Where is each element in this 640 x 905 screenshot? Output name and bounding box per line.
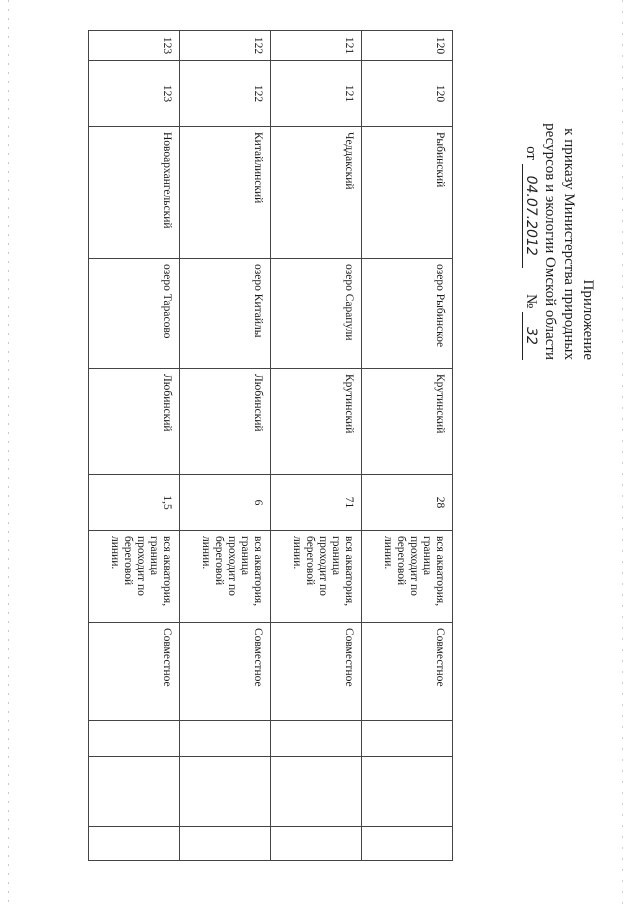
water-body-cell: озеро Рыбинское	[362, 259, 453, 369]
settlement-cell: Любинский	[180, 369, 271, 475]
appendix-date-number-line	[521, 30, 540, 360]
empty-cell	[362, 827, 453, 861]
scan-edge-right	[622, 0, 623, 905]
row-number-cell: 123	[89, 31, 180, 61]
empty-cell	[271, 827, 362, 861]
appendix-order-line: к приказу Министерства природных	[561, 128, 577, 360]
boundary-cell: вся акватория, граница проходит по береговой линии.	[89, 531, 180, 623]
row-number-cell: 120	[362, 31, 453, 61]
appendix-title: Приложение	[580, 279, 596, 360]
row-number-cell: 121	[271, 31, 362, 61]
empty-cell	[89, 757, 180, 827]
handwritten-date: 04.07.2012	[522, 164, 538, 268]
row-id-cell: 123	[89, 61, 180, 127]
area-cell: 1,5	[89, 475, 180, 531]
water-body-cell: озеро Китайлы	[180, 259, 271, 369]
settlement-cell: Крутинский	[362, 369, 453, 475]
use-type-cell: Совместное	[89, 623, 180, 721]
handwritten-number: 32	[522, 312, 538, 360]
row-id-cell: 120	[362, 61, 453, 127]
settlement-cell: Любинский	[89, 369, 180, 475]
scan-edge-left	[8, 0, 9, 905]
district-cell: Рыбинский	[362, 127, 453, 259]
empty-cell	[180, 757, 271, 827]
empty-cell	[180, 721, 271, 757]
date-prefix: от	[523, 146, 539, 160]
use-type-cell: Совместное	[362, 623, 453, 721]
water-body-cell: озеро Сарапули	[271, 259, 362, 369]
number-prefix: №	[523, 293, 539, 309]
table-row	[180, 31, 271, 861]
empty-cell	[271, 757, 362, 827]
fishing-areas-table	[88, 30, 453, 861]
area-cell: 71	[271, 475, 362, 531]
empty-cell	[89, 827, 180, 861]
boundary-cell: вся акватория, граница проходит по береговой линии.	[180, 531, 271, 623]
use-type-cell: Совместное	[180, 623, 271, 721]
table-row	[271, 31, 362, 861]
appendix-header	[521, 30, 597, 360]
empty-cell	[271, 721, 362, 757]
row-id-cell: 121	[271, 61, 362, 127]
empty-cell	[89, 721, 180, 757]
boundary-cell: вся акватория, граница проходит по береговой линии.	[362, 531, 453, 623]
boundary-cell: вся акватория, граница проходит по береговой линии.	[271, 531, 362, 623]
table-row	[362, 31, 453, 861]
table-row	[89, 31, 180, 861]
document-sheet	[45, 0, 605, 905]
use-type-cell: Совместное	[271, 623, 362, 721]
appendix-ministry-line: ресурсов и экологии Омской области	[542, 123, 558, 360]
row-number-cell: 122	[180, 31, 271, 61]
empty-cell	[180, 827, 271, 861]
settlement-cell: Крутинский	[271, 369, 362, 475]
district-cell: Новоархангельский	[89, 127, 180, 259]
area-cell: 28	[362, 475, 453, 531]
empty-cell	[362, 721, 453, 757]
district-cell: Чеддакский	[271, 127, 362, 259]
empty-cell	[362, 757, 453, 827]
row-id-cell: 122	[180, 61, 271, 127]
water-body-cell: озеро Тарасово	[89, 259, 180, 369]
district-cell: Китайлинский	[180, 127, 271, 259]
area-cell: 6	[180, 475, 271, 531]
